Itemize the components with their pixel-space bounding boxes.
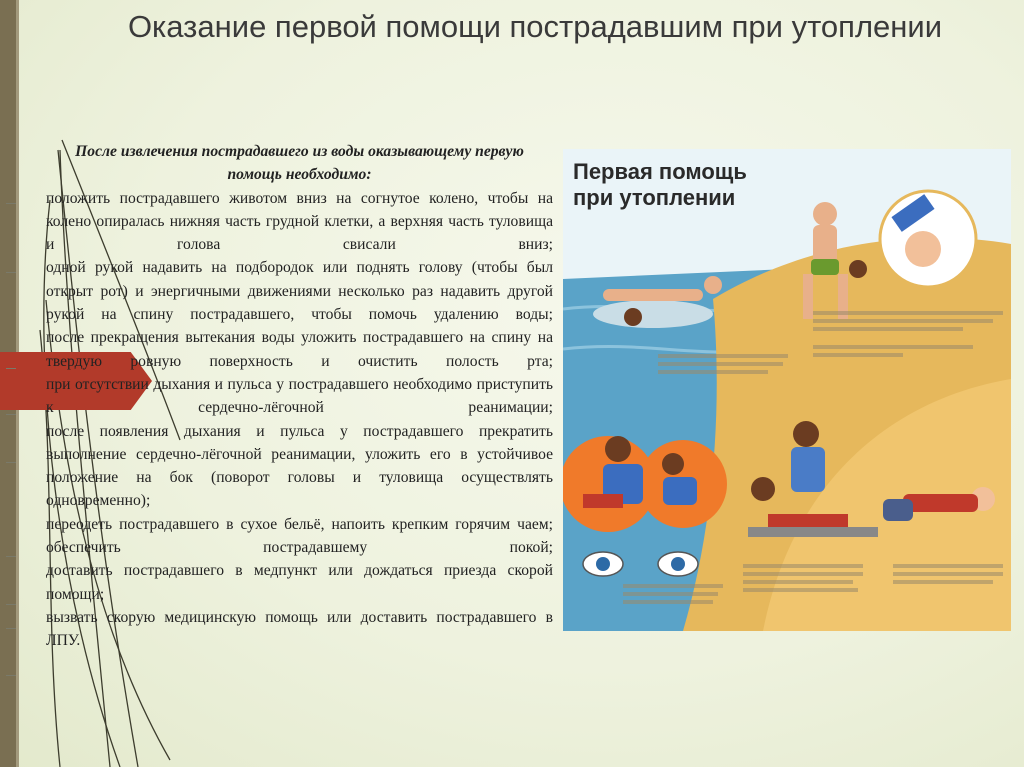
instructions-intro: После извлечения пострадавшего из воды оказывающему первую помощь необходимо: <box>75 143 524 184</box>
instruction-item-3: после прекращения вытекания воды уложить пострадавшего на спину на твердую ровную поверхность и очистить полость рта; <box>46 329 553 370</box>
infographic-illustration <box>563 149 1011 631</box>
bullet-marker <box>6 462 16 463</box>
bullet-marker <box>6 414 16 415</box>
instruction-item-4: при отсутствии дыхания и пульса у пострадавшего необходимо приступить к сердечно-лёгочной реанимации; <box>46 375 553 417</box>
instructions-block <box>46 140 553 653</box>
bullet-marker <box>6 368 16 369</box>
infographic-heading-line1: Первая помощь <box>573 159 747 184</box>
slide-title: Оказание первой помощи пострадавшим при утоплении <box>127 9 943 44</box>
instruction-item-5: после появления дыхания и пульса у пострадавшего прекратить выполнение сердечно-лёгочной реанимации, уложить его в устойчивое положение на бок (поворот головы и туловища осуществлять одновременно); <box>46 422 553 510</box>
infographic-heading-line2: при утоплении <box>573 185 736 210</box>
instruction-item-6: переодеть пострадавшего в сухое бельё, напоить крепким горячим чаем; <box>46 515 553 533</box>
bullet-marker <box>6 675 16 676</box>
bullet-marker <box>6 272 16 273</box>
instruction-item-1: положить пострадавшего животом вниз на согнутое колено, чтобы на колено опиралась нижняя часть грудной клетки, а верхняя часть туловища и голова свисали вниз; <box>46 189 553 254</box>
instruction-item-8: доставить пострадавшего в медпункт или дождаться приезда скорой помощи; <box>46 562 553 603</box>
bullet-marker <box>6 628 16 629</box>
bullet-marker <box>6 604 16 605</box>
instruction-item-2: одной рукой надавить на подбородок или поднять голову (чтобы был открыт рот) и энергичными движениями несколько раз надавить другой рукой на спину пострадавшего, чтобы помочь удалению воды; <box>46 259 553 324</box>
clear-mouth-figure <box>880 191 976 287</box>
instruction-item-9: вызвать скорую медицинскую помощь или доставить пострадавшего в ЛПУ. <box>46 608 553 650</box>
bullet-marker <box>6 556 16 557</box>
first-aid-infographic <box>563 149 1011 631</box>
bullet-marker <box>6 203 16 204</box>
instruction-item-7: обеспечить пострадавшему покой; <box>46 539 553 557</box>
